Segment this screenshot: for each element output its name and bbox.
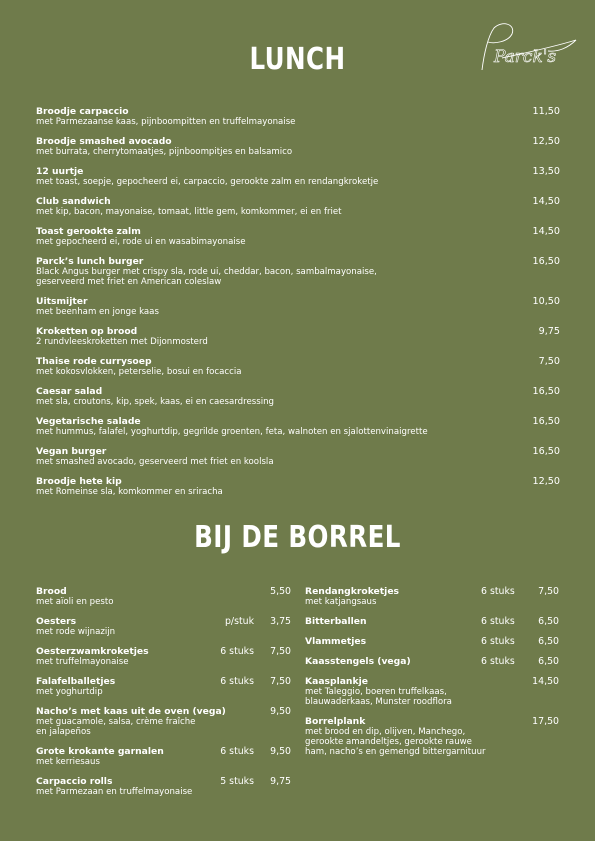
item-description: blauwaderkaas, Munster roodflora: [305, 697, 452, 707]
menu-item: [36, 586, 291, 616]
item-name: Broodje hete kip: [36, 476, 122, 487]
item-description: met gepocheerd ei, rode ui en wasabimayonaise: [36, 237, 246, 247]
item-quantity: p/stuk: [224, 616, 254, 627]
item-name: Parck’s lunch burger: [36, 256, 144, 267]
svg-text:Parck's: Parck's: [494, 47, 557, 67]
item-description: ham, nacho’s en gemengd bittergarnituur: [305, 747, 486, 757]
menu-item: [36, 256, 560, 296]
item-price: 16,50: [532, 256, 560, 267]
item-price: 16,50: [532, 416, 560, 427]
menu-item: [305, 656, 559, 676]
menu-item: [36, 326, 560, 356]
borrel-menu-right: [305, 586, 559, 766]
item-description: met sla, croutons, kip, spek, kaas, ei en caesardressing: [36, 397, 274, 407]
item-name: Vegetarische salade: [36, 416, 141, 427]
item-quantity: 6 stuks: [481, 586, 515, 597]
item-description: met guacamole, salsa, crème fraîche: [36, 717, 196, 727]
item-price: 7,50: [538, 586, 559, 597]
item-quantity: 6 stuks: [220, 676, 254, 687]
item-price: 7,50: [270, 646, 291, 657]
menu-item: [36, 446, 560, 476]
item-quantity: 6 stuks: [220, 746, 254, 757]
item-description: geserveerd met friet en American coleslaw: [36, 277, 222, 287]
menu-item: [36, 136, 560, 166]
item-name: Kaasstengels (vega): [305, 656, 411, 667]
menu-item: [36, 476, 560, 506]
item-description: met kip, bacon, mayonaise, tomaat, little gem, komkommer, ei en friet: [36, 207, 342, 217]
item-price: 6,50: [538, 656, 559, 667]
item-price: 9,50: [270, 746, 291, 757]
item-price: 12,50: [532, 136, 560, 147]
item-price: 14,50: [532, 196, 560, 207]
item-name: Carpaccio rolls: [36, 776, 113, 787]
item-name: Toast gerookte zalm: [36, 226, 141, 237]
item-quantity: 6 stuks: [220, 646, 254, 657]
item-price: 14,50: [532, 676, 559, 687]
item-price: 5,50: [270, 586, 291, 597]
item-price: 9,50: [270, 706, 291, 717]
item-quantity: 5 stuks: [220, 776, 254, 787]
item-name: Uitsmijter: [36, 296, 88, 307]
item-description: met kerriesaus: [36, 757, 100, 767]
item-name: Broodje carpaccio: [36, 106, 129, 117]
item-name: Rendangkroketjes: [305, 586, 400, 597]
menu-item: [36, 416, 560, 446]
item-price: 6,50: [538, 616, 559, 627]
item-description: met hummus, falafel, yoghurtdip, gegrilde groenten, feta, walnoten en sjalottenvinaigrette: [36, 427, 428, 437]
item-quantity: 6 stuks: [481, 636, 515, 647]
item-description: met truffelmayonaise: [36, 657, 129, 667]
item-price: 16,50: [532, 386, 560, 397]
item-description: met smashed avocado, geserveerd met friet en koolsla: [36, 457, 274, 467]
item-price: 11,50: [532, 106, 560, 117]
item-name: Broodje smashed avocado: [36, 136, 172, 147]
item-name: Club sandwich: [36, 196, 111, 207]
item-name: Thaise rode currysoep: [36, 356, 152, 367]
item-price: 12,50: [532, 476, 560, 487]
item-quantity: 6 stuks: [481, 616, 515, 627]
item-description: met brood en dip, olijven, Manchego,: [305, 727, 466, 737]
item-price: 3,75: [270, 616, 291, 627]
item-name: Oesterzwamkroketjes: [36, 646, 149, 657]
menu-item: [36, 386, 560, 416]
item-description: met kokosvlokken, peterselie, bosui en focaccia: [36, 367, 242, 377]
menu-item: [36, 706, 291, 746]
menu-item: [305, 586, 559, 616]
item-name: Oesters: [36, 616, 77, 627]
item-name: Kroketten op brood: [36, 326, 138, 337]
item-price: 16,50: [532, 446, 560, 457]
menu-item: [36, 226, 560, 256]
item-description: met toast, soepje, gepocheerd ei, carpaccio, gerookte zalm en rendangkroketje: [36, 177, 379, 187]
item-name: Grote krokante garnalen: [36, 746, 164, 757]
menu-item: [36, 676, 291, 706]
item-description: met rode wijnazijn: [36, 627, 116, 637]
item-price: 17,50: [532, 716, 559, 727]
item-description: met Romeinse sla, komkommer en sriracha: [36, 487, 223, 497]
menu-item: [305, 636, 559, 656]
item-description: gerookte amandeltjes, gerookte rauwe: [305, 737, 472, 747]
item-name: Vegan burger: [36, 446, 107, 457]
item-name: Caesar salad: [36, 386, 103, 397]
menu-item: [305, 616, 559, 636]
menu-item: [36, 616, 291, 646]
item-price: 13,50: [532, 166, 560, 177]
menu-item: [36, 746, 291, 776]
item-name: Nacho’s met kaas uit de oven (vega): [36, 706, 226, 717]
item-price: 7,50: [270, 676, 291, 687]
item-description: en jalapeños: [36, 727, 91, 737]
item-description: met yoghurtdip: [36, 687, 103, 697]
menu-item: [36, 196, 560, 226]
item-name: Borrelplank: [305, 716, 366, 727]
item-name: 12 uurtje: [36, 166, 84, 177]
item-price: 9,75: [270, 776, 291, 787]
menu-item: [36, 106, 560, 136]
menu-item: [36, 296, 560, 326]
menu-item: [305, 676, 559, 716]
item-price: 6,50: [538, 636, 559, 647]
item-price: 9,75: [538, 326, 560, 337]
item-description: met Parmezaan en truffelmayonaise: [36, 787, 193, 797]
menu-item: [36, 356, 560, 386]
item-description: met aïoli en pesto: [36, 597, 114, 607]
menu-item: [36, 166, 560, 196]
menu-item: [36, 776, 291, 806]
item-description: 2 rundvleeskroketten met Dijonmosterd: [36, 337, 208, 347]
lunch-heading: LUNCH: [249, 42, 346, 77]
lunch-menu: [36, 106, 560, 506]
menu-item: [305, 716, 559, 766]
item-name: Bitterballen: [305, 616, 367, 627]
item-description: met burrata, cherrytomaatjes, pijnboompitjes en balsamico: [36, 147, 293, 157]
item-price: 10,50: [532, 296, 560, 307]
item-description: met Taleggio, boeren truffelkaas,: [305, 687, 447, 697]
menu-item: [36, 646, 291, 676]
item-name: Brood: [36, 586, 67, 597]
item-description: met katjangsaus: [305, 597, 377, 607]
item-price: 7,50: [538, 356, 560, 367]
borrel-menu-left: [36, 586, 291, 806]
item-name: Kaasplankje: [305, 676, 368, 687]
item-description: Black Angus burger met crispy sla, rode ui, cheddar, bacon, sambalmayonaise,: [36, 267, 377, 277]
item-name: Vlammetjes: [305, 636, 367, 647]
item-description: met beenham en jonge kaas: [36, 307, 159, 317]
borrel-heading: BIJ DE BORREL: [194, 520, 401, 555]
item-name: Falafelballetjes: [36, 676, 116, 687]
item-description: met Parmezaanse kaas, pijnboompitten en truffelmayonaise: [36, 117, 296, 127]
item-quantity: 6 stuks: [481, 656, 515, 667]
item-price: 14,50: [532, 226, 560, 237]
